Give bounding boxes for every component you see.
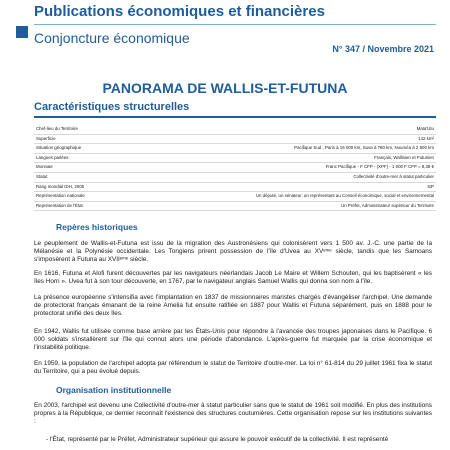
header-band <box>0 0 450 64</box>
row-value: Français, Wallisien et Futunien <box>374 154 434 160</box>
history-paragraph: La présence européenne s'intensifia avec l'implantation en 1837 de missionnaires maristes chargés d'évangéliser l'archipel. Une demande de protectorat français émanant de la reine Amelia fut ensuite ratifiée en 1887 pour Wallis et Futuna séparément, puis en 1888 pour le protectorat unifié des deux îles. <box>34 294 432 317</box>
table-row <box>34 163 436 173</box>
table-row <box>34 134 436 144</box>
page-title: PANORAMA DE WALLIS-ET-FUTUNA <box>102 80 348 96</box>
issue-number: N° 347 / Novembre 2021 <box>332 44 434 54</box>
row-label: Superficie <box>36 135 56 141</box>
table-row <box>34 172 436 182</box>
row-value: Un Préfet, Administrateur supérieur du Territoire <box>341 202 434 208</box>
row-label: Représentation de l'État <box>36 202 83 208</box>
row-label: Langues parlées <box>36 154 69 160</box>
organisation-paragraph: En 2003, l'archipel est devenu une Collectivité d'outre-mer à statut particulier sans que le statut de 1961 soit modifié. En plus des institutions propres à la République, ce dernier reconnaît l'existence des structures coutumières. Cette organisation repose sur les institutions suivantes : <box>34 402 432 425</box>
history-paragraph: En 1959, la population de l'archipel adopta par référendum le statut de Territoire d'outre-mer. La loi n° 61-814 du 29 juillet 1961 fixa le statut du Territoire, qui a peu évolué depuis. <box>34 360 432 375</box>
table-row <box>34 201 436 211</box>
row-value: 53ᵉ <box>427 183 434 189</box>
history-paragraph: En 1942, Wallis fut utilisée comme base arrière par les États-Unis pour répondre à l'avancée des troupes japonaises dans le Pacifique. 6 000 soldats s'installèrent sur l'île qui connut alors une période d'abondance. L'après-guerre fut marquée par la crise économique et l'instabilité politique. <box>34 328 432 351</box>
header-square-mark <box>16 26 28 38</box>
table-row <box>34 144 436 154</box>
table-row <box>34 192 436 202</box>
history-paragraph: Le peuplement de Wallis-et-Futuna est issu de la migration des Austronésiens qui colonisèrent vers 1 500 av. J.-C. une partie de la Mélanésie et la Polynésie occidentale. Les Tongiens prirent possession de l'île d'Uvea au XVᵉᵐᵉ siècle, tandis que les Samoans s'imposèrent à Futuna au XVIIᵉᵐᵉ siècle. <box>34 240 432 263</box>
table-row <box>34 182 436 192</box>
characteristics-table <box>34 125 436 211</box>
organisation-bullet: - l'État, représenté par le Préfet, Administrateur supérieur qui assure le pouvoir exécutif de la collectivité. Il est représenté <box>46 436 389 443</box>
row-label: Représentation nationale <box>36 193 85 199</box>
publication-title: Publications économiques et financières <box>34 3 325 20</box>
row-label: Rang mondial IDH, 2005 <box>36 183 85 189</box>
row-label: Statut <box>36 173 48 179</box>
history-paragraph: En 1616, Futuna et Alofi furent découvertes par les navigateurs néerlandais Jacob Le Maire et Willem Schouten, qui les baptisèrent « les îles Horn ». Uvea fut à son tour découverte, en 1767, par le navigateur anglais Samuel Wallis qui donna son nom à l'île. <box>34 270 432 285</box>
organisation-heading: Organisation institutionnelle <box>56 385 172 395</box>
row-value: Franc Pacifique - F CFP - (XPF) - 1 000 F CFP = 8,38 € <box>325 164 434 170</box>
structural-heading: Caractéristiques structurelles <box>34 101 190 113</box>
history-heading: Repères historiques <box>56 222 138 232</box>
table-row <box>34 125 436 134</box>
series-title: Conjoncture économique <box>34 30 190 46</box>
row-label: Chef-lieu du Territoire <box>36 126 78 131</box>
row-label: Situation géographique <box>36 145 82 151</box>
header-divider <box>34 24 436 25</box>
row-value: Collectivité d'outre-mer à statut particulier <box>353 173 434 179</box>
section-divider <box>34 116 436 118</box>
row-value: Mata'Utu <box>416 126 434 131</box>
table-row <box>34 153 436 163</box>
row-value: 142 km² <box>418 135 434 141</box>
row-value: Un député, un sénateur, un représentant au Conseil économique, social et environnemental <box>255 193 434 199</box>
row-value: Pacifique Sud ; Paris à 16 000 km, Suva à 780 km, Nouméa à 2 500 km <box>294 145 434 151</box>
row-label: Monnaie <box>36 164 53 170</box>
